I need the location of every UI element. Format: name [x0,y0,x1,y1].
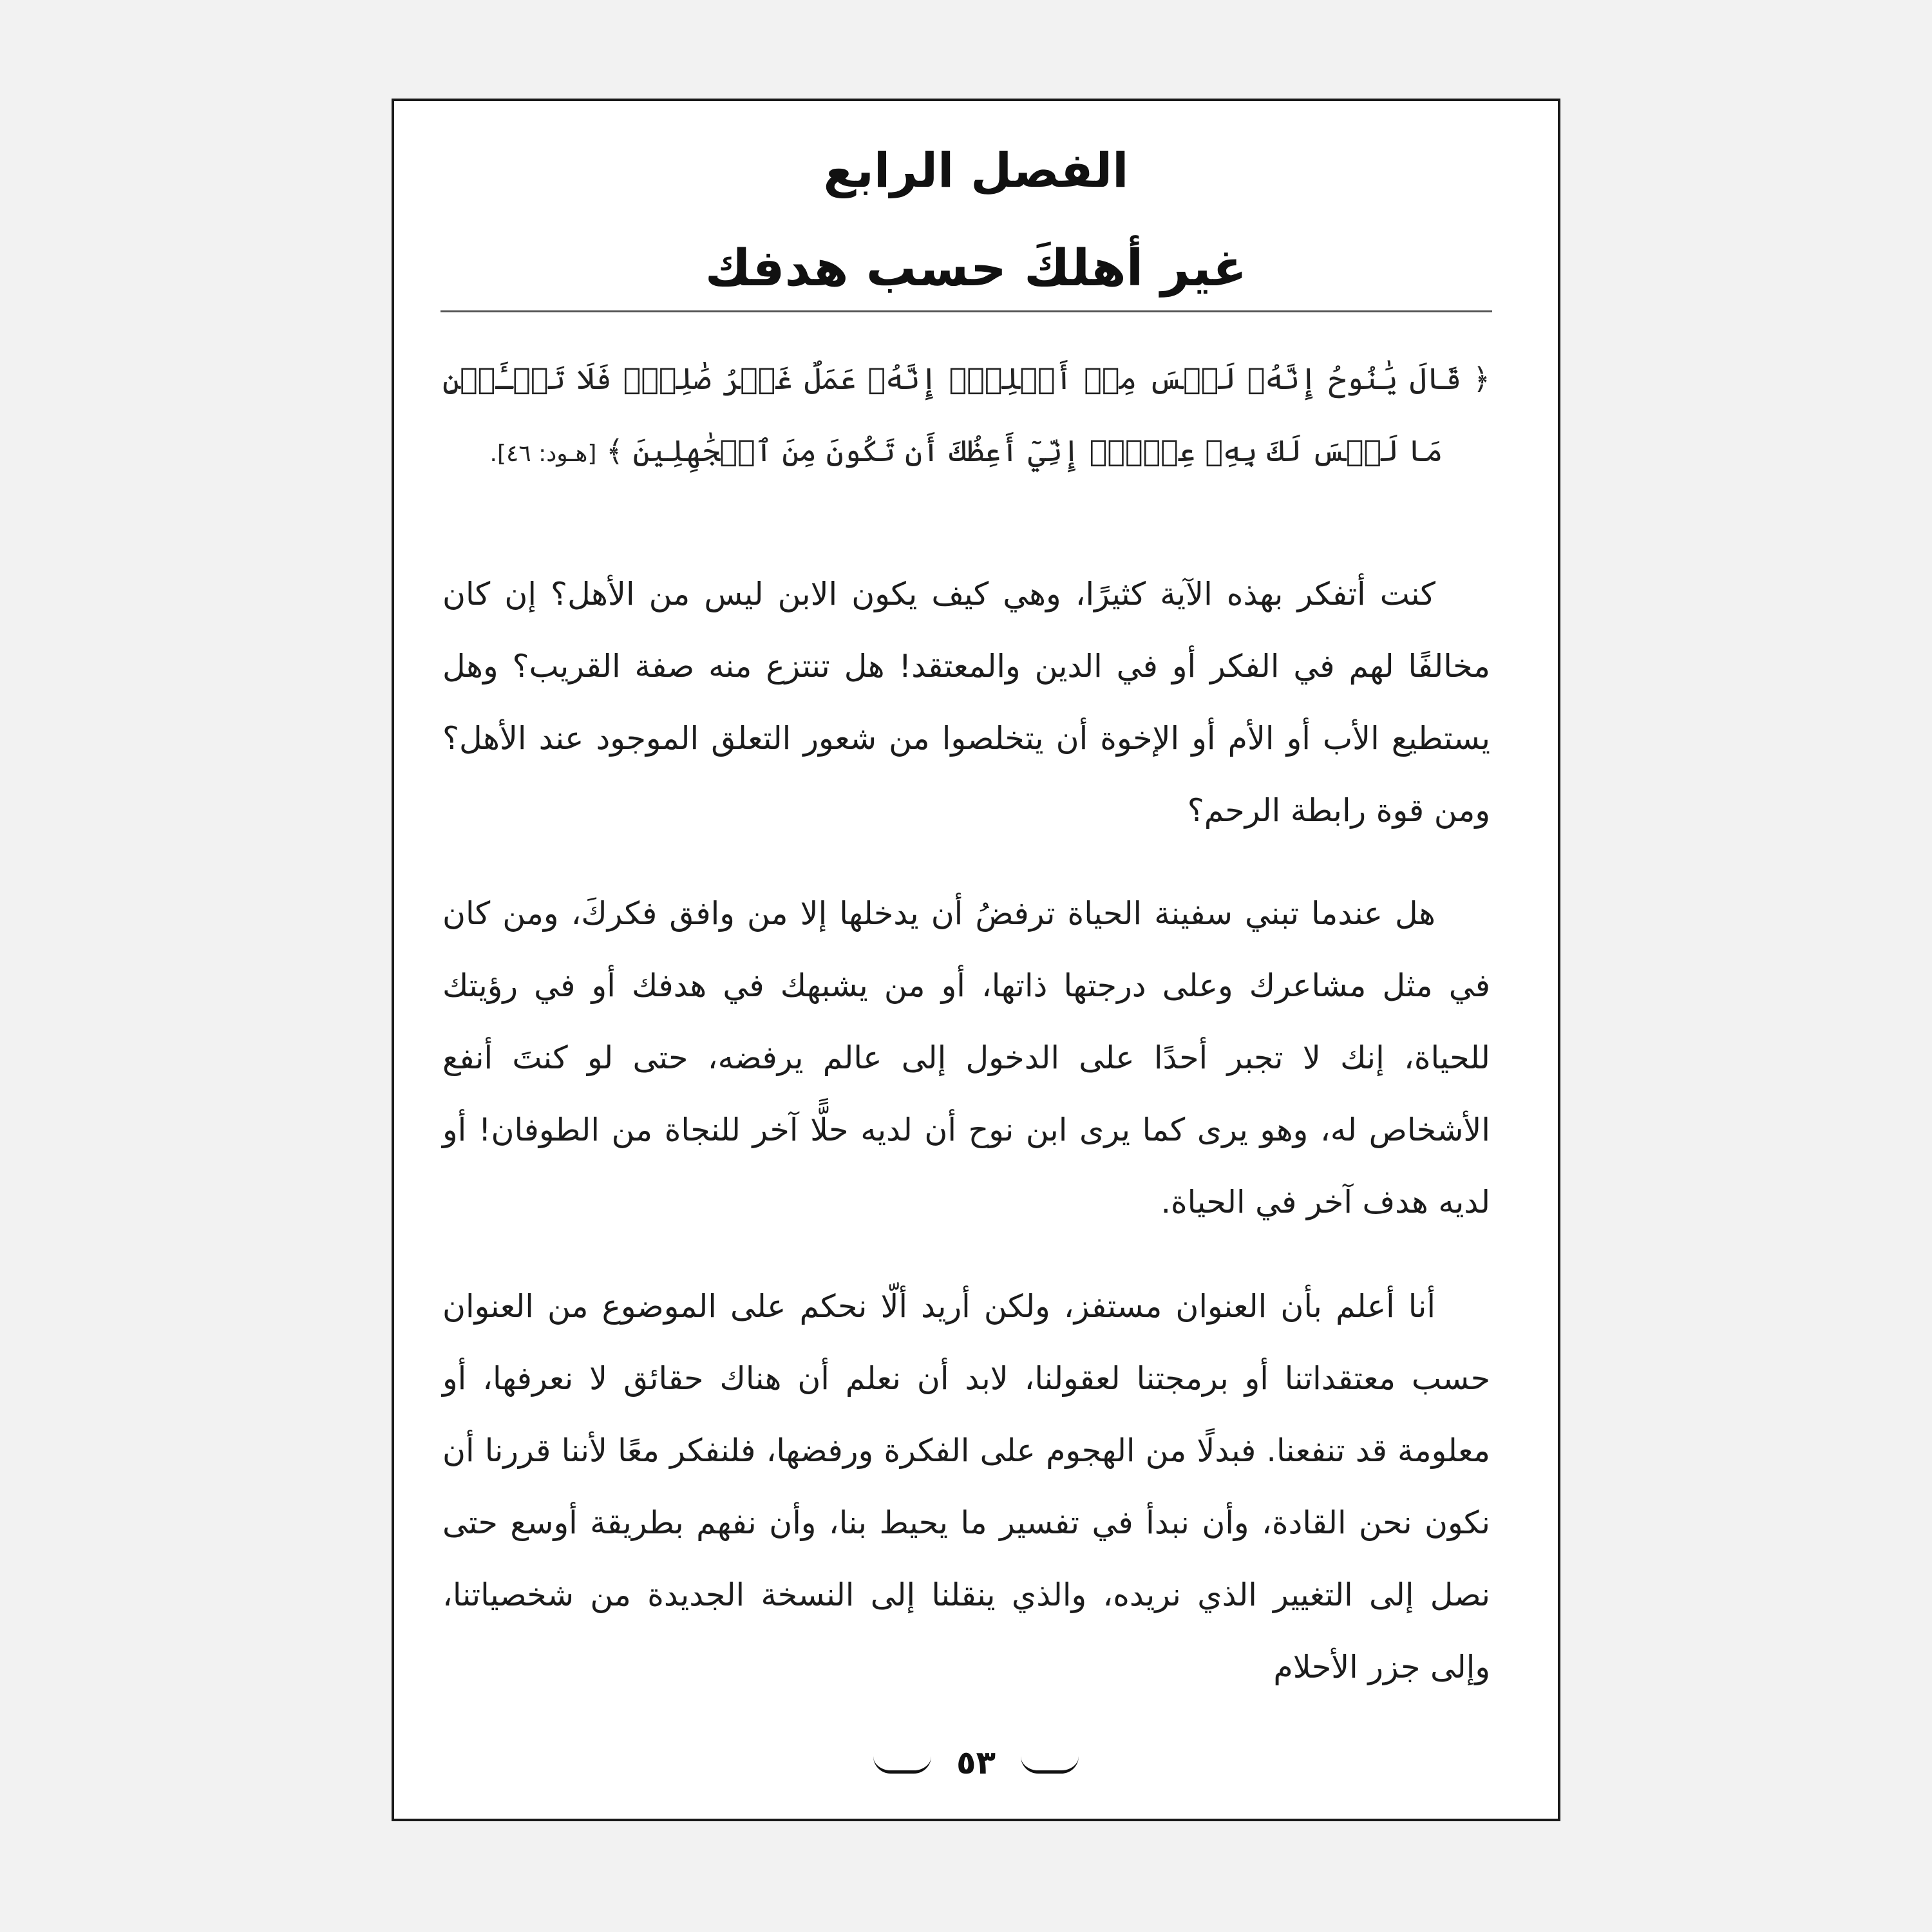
paragraph-3: أنا أعلم بأن العنوان مستفز، ولكن أريد ألّا نحكم على الموضوع من العنوان حسب معتقداتنا أو برمجتنا لعقولنا، لابد أن نعلم أن هناك حقائق لا نعرفها، أو معلومة قد تنفعنا. فبدلًا من الهجوم على الفكرة ورفضها، فلنفكر معًا لأننا قررنا أن نكون نحن القادة، وأن نبدأ في تفسير ما يحيط بنا، وأن نفهم بطريقة أوسع حتى نصل إلى التغيير الذي نريده، والذي ينقلنا إلى النسخة الجديدة من شخصياتنا، وإلى جزر الأحلام [442,1288,1490,1685]
quran-verse [442,343,1490,490]
paragraph-2: هل عندما تبني سفينة الحياة ترفضُ أن يدخلها إلا من وافق فكركَ، ومن كان في مثل مشاعرك وعلى درجتها ذاتها، أو من يشبهك في هدفك أو في رؤيتك للحياة، إنك لا تجبر أحدًا على الدخول إلى عالم يرفضه، حتى لو كنتَ أنفع الأشخاص له، وهو يرى كما يرى ابن نوح أن لديه حلًّا آخر للنجاة من الطوفان! أو لديه هدف آخر في الحياة. [442,895,1490,1220]
title-divider [440,310,1492,312]
book-page [392,99,1560,1821]
ornament-left-icon [873,1756,931,1774]
verse-text: ﴿ قَالَ يَٰنُوحُ إِنَّهُۥ لَيۡسَ مِنۡ أَهۡلِكَۖ إِنَّهُۥ عَمَلٌ غَيۡرُ صَٰلِحٖۖ فَلَا تَسۡـَٔلۡنِ مَا لَيۡسَ لَكَ بِهِۦ عِلۡمٌۖ إِنِّيٓ أَعِظُكَ أَن تَكُونَ مِنَ ٱلۡجَٰهِلِينَ ﴾ [442,361,1490,468]
chapter-label: الفصل الرابع [823,143,1129,198]
paragraph-1: كنت أتفكر بهذه الآية كثيرًا، وهي كيف يكون الابن ليس من الأهل؟ إن كان مخالفًا لهم في الفكر أو في الدين والمعتقد! هل تنتزع منه صفة القريب؟ وهل يستطيع الأب أو الأم أو الإخوة أن يتخلصوا من شعور التعلق الموجود عند الأهل؟ ومن قوة رابطة الرحم؟ [442,576,1490,829]
verse-reference: [هـود: ٤٦]. [489,440,597,467]
chapter-title: غير أهلكَ حسب هدفك [705,240,1247,298]
page-number: ٥٣ [956,1744,996,1781]
ornament-right-icon [1021,1756,1079,1774]
page-number-footer [394,1740,1558,1785]
